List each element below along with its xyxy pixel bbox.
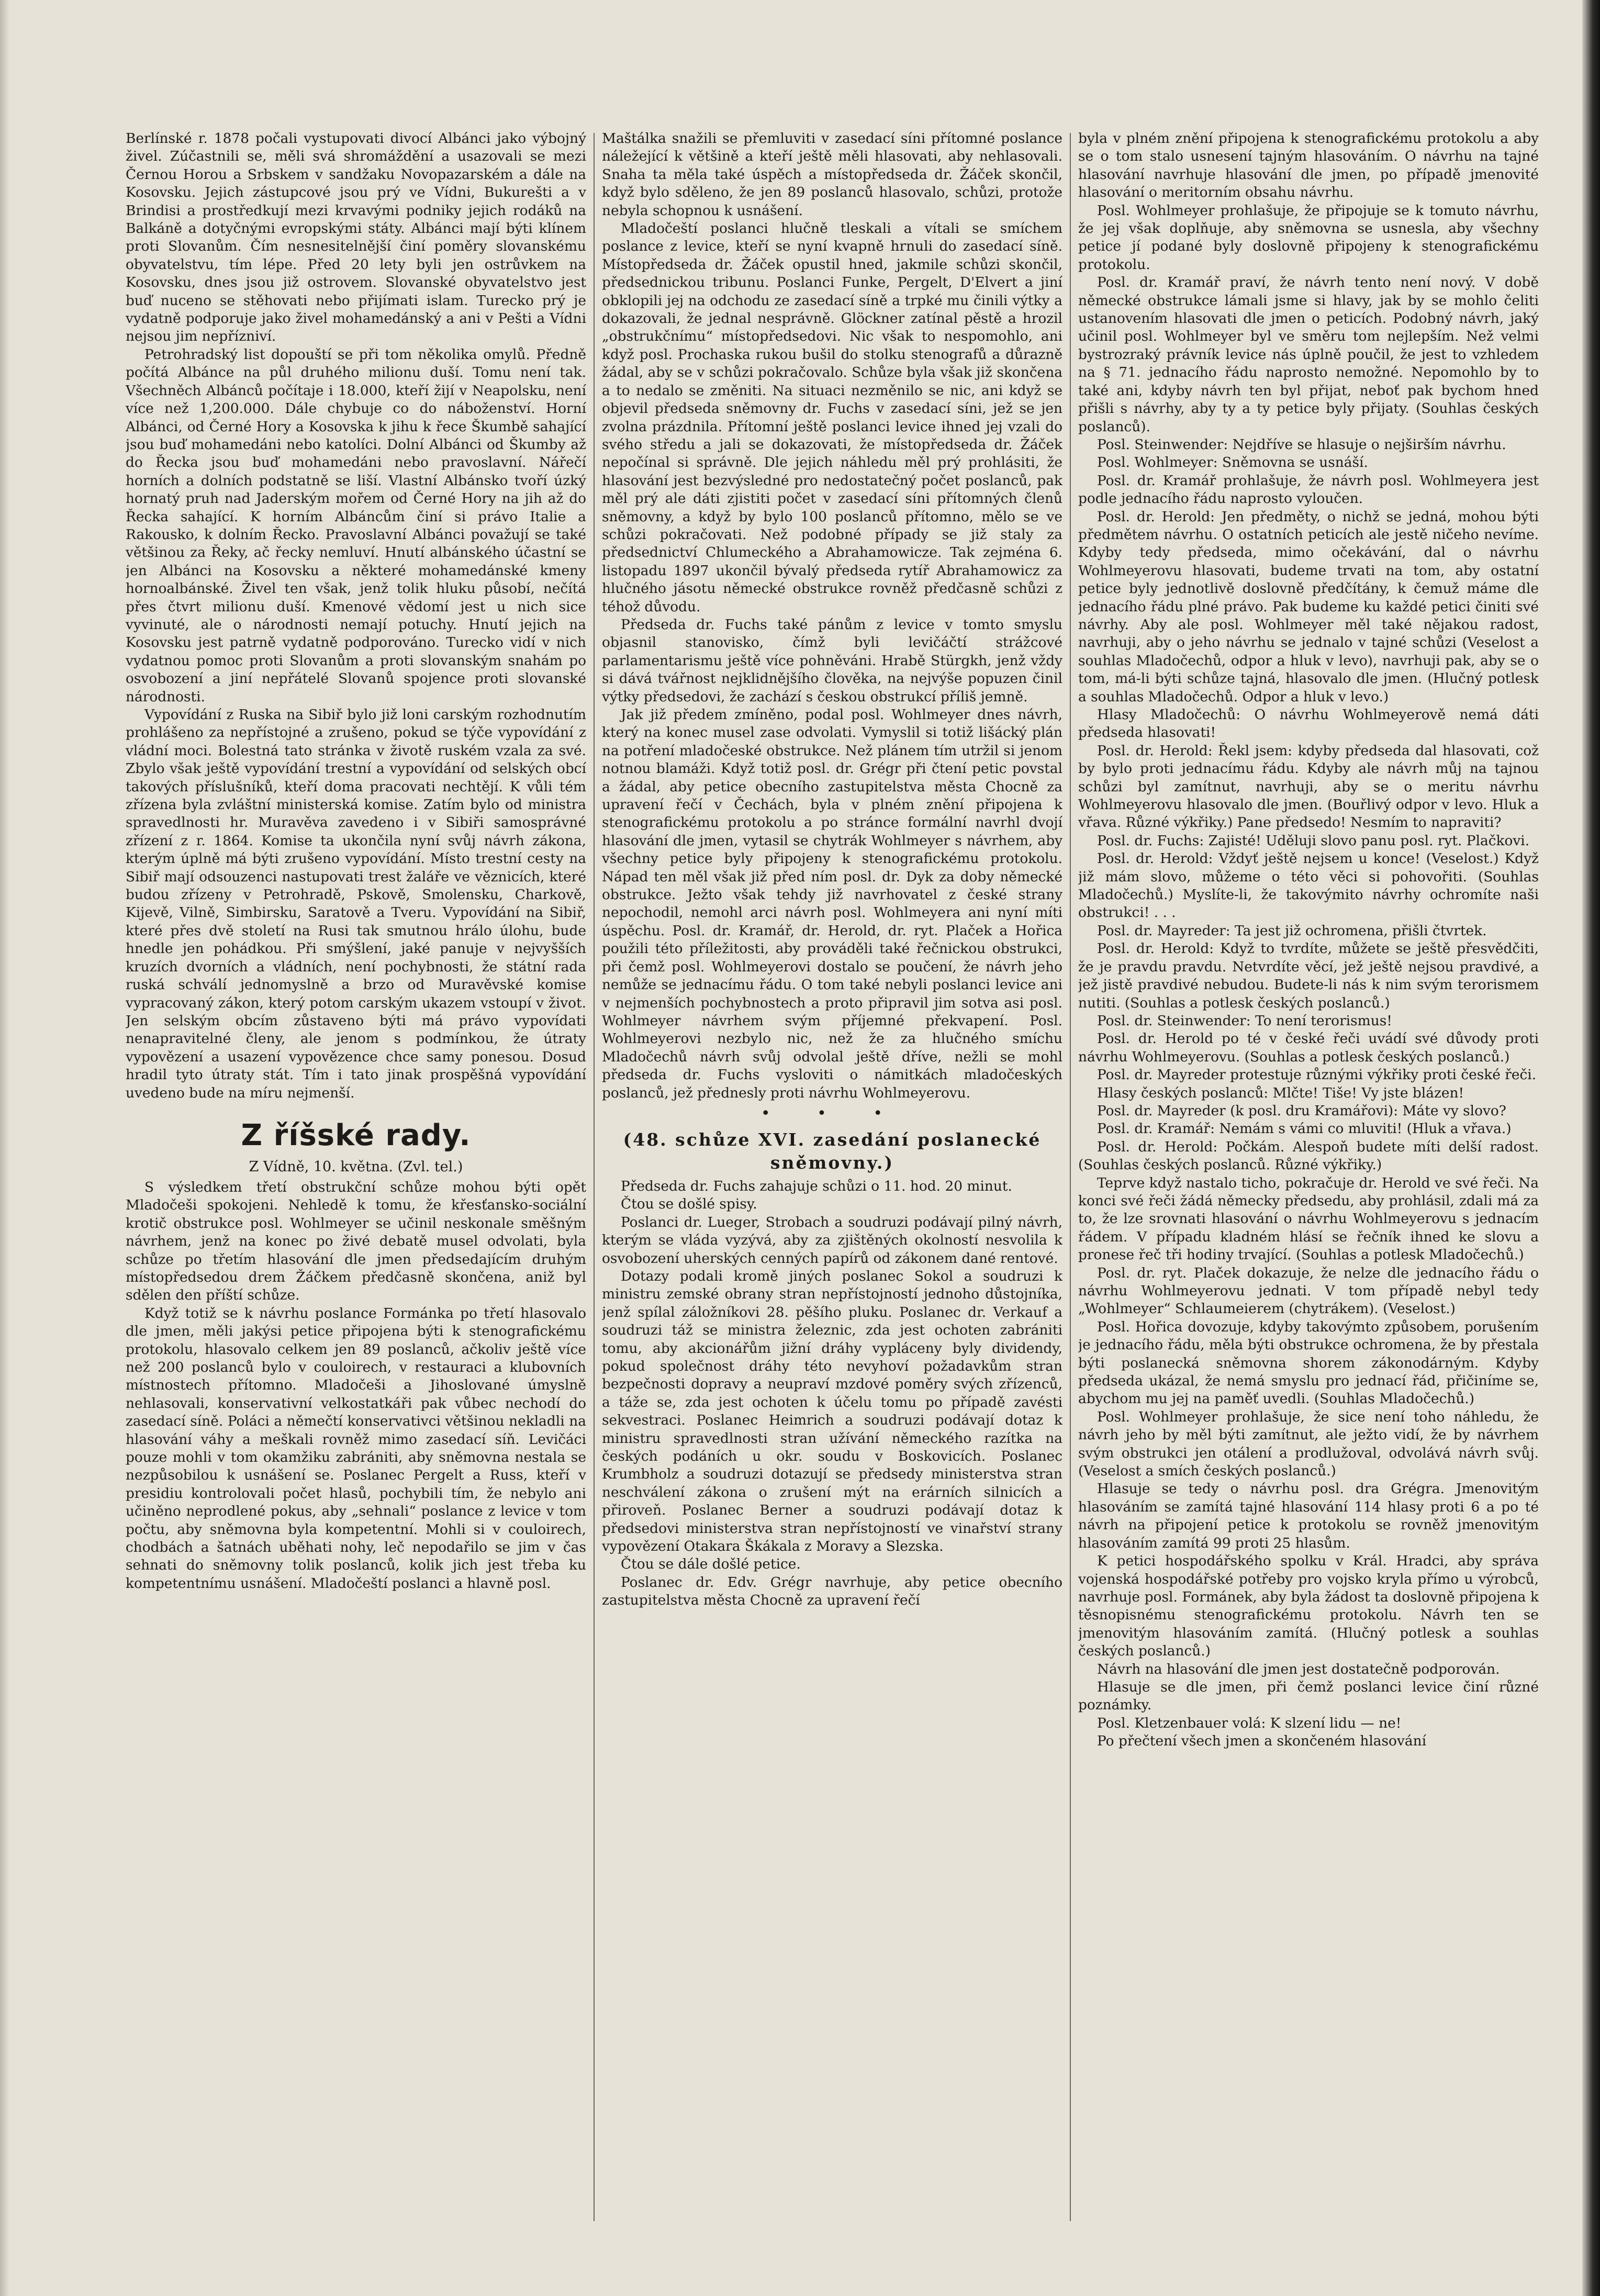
article-paragraph: Posl. dr. Mayreder: Ta jest již ochromena, přišli čtvrtek. <box>1097 922 1487 939</box>
article-paragraph: Posl. Steinwender: Nejdříve se hlasuje o nejširším návrhu. <box>1097 436 1506 453</box>
article-paragraph: Posl. dr. ryt. Plaček dokazuje, že nelze dle jednacího řádu o návrhu Wohlmeyerovu jednati. V tom případě nebyl tedy „Wohlmeyer“ Schlaumeierem (chytrákem). (Veselost.) <box>1078 1264 1539 1317</box>
separator: • • • <box>760 1104 904 1123</box>
article-paragraph: Poslanci dr. Lueger, Strobach a soudruzi podávají pilný návrh, kterým se vláda vyzývá, aby za zjištěných okolností nesvolila k osvobození uherských cenných papírů od zákonem dané rentové. <box>602 1214 1063 1267</box>
article-paragraph: Posl. dr. Kramář prohlašuje, že návrh posl. Wohlmeyera jest podle jednacího řádu naprosto vyloučen. <box>1078 472 1539 507</box>
article-paragraph: Posl. dr. Herold: Vždyť ještě nejsem u konce! (Veselost.) Když již mám slovo, můžeme o této věci si pohovořiti. (Souhlas Mladočechů.) Myslíte-li, že takovýmito návrhy ochromíte naši obstrukci! . . . <box>1078 850 1539 921</box>
article-paragraph: K petici hospodářského spolku v Král. Hradci, aby správa vojenská hospodářské potřeby pro vojsko kryla přímo u výrobců, navrhuje posl. Formánek, aby byla žádost ta doslovně připojena k těsnopisnému stenografickému protokolu. Návrh ten se jmenovitým hlasováním zamítá. (Hlučný potlesk a souhlas českých poslanců.) <box>1078 1553 1539 1660</box>
article-paragraph: Posl. Wohlmeyer: Sněmovna se usnáší. <box>1097 454 1368 471</box>
article-paragraph: Když totiž se k návrhu poslance Formánka po třetí hlasovalo dle jmen, měli jakýsi petice připojena býti k stenografickému protokolu, hlasovalo celkem jen 89 poslanců, ačkoliv ještě více než 200 poslanců bylo v couloirech, v restauraci a klubovních místnostech přítomno. Mladočeši a Jihoslované úmyslně nehlasovali, konservativní velkostatkáři pak vůbec nechodí do zasedací síně. Poláci a němečtí konservativci většinou nekladli na hlasování váhy a meškali rovněž mimo zasedací síň. Levičáci pouze mohli v tom okamžiku zabrániti, aby sněmovna nestala se nezpůsobilou k usnášení se. Poslanec Pergelt a Russ, kteří v presidiu kontrolovali počet hlasů, pochybili tím, že nebylo ani učiněno neprodlené pokus, aby „sehnali“ poslance z levice v tom počtu, aby sněmovna byla kompetentní. Mohli si v couloirech, chodbách a šatnách uběhati nohy, leč nepodařilo se jim v čas sehnati do sněmovny tolik poslanců, kolik jich jest třeba ku kompetentnímu usnášení. Mladočeští poslanci a hlavně posl. <box>126 1305 587 1592</box>
article-paragraph: Hlasuje se dle jmen, při čemž poslanci levice činí různé poznámky. <box>1078 1678 1539 1713</box>
article-paragraph: Teprve když nastalo ticho, pokračuje dr. Herold ve své řeči. Na konci své řeči žádá německy předsedu, aby prohlásil, zdali má za to, že lze srovnati hlasování o návrhu Wohlmeyerovu s jednacím řádem. V případu kladném hlásí se řečník ihned ke slovu a pronese řeč tři hodiny trvající. (Souhlas a potlesk Mladočechů.) <box>1078 1174 1539 1263</box>
article-paragraph: S výsledkem třetí obstrukční schůze mohou býti opět Mladočeši spokojeni. Nehledě k tomu, že křesťansko-sociální krotič obstrukce posl. Wohlmeyer se učinil neskonale směšným návrhem, jenž na konec po živé debatě musel odvolati, byla schůze po třetím hlasování dle jmen předsedajícím druhým místopředsedou drem Žáčkem předčasně skončena, aniž byl sdělen den příští schůze. <box>126 1179 587 1304</box>
article-paragraph: Čtou se dále došlé petice. <box>621 1556 801 1573</box>
article-paragraph: Maštálka snažili se přemluviti v zasedací síni přítomné poslance náležející k většině a kteří ještě měli hlasovati, aby nehlasovali. Snaha ta měla také úspěch a místopředseda dr. Žáček skončil, když bylo sděleno, že jen 89 poslanců hlasovalo, schůzi, protože nebyla schopnou k usnášení. <box>602 130 1063 219</box>
section-heading: Z říšské rady. <box>241 1118 471 1152</box>
article-paragraph: Posl. dr. Herold: Počkám. Alespoň budete míti delší radost. (Souhlas českých poslanců. Různé výkřiky.) <box>1078 1138 1539 1173</box>
article-paragraph: Posl. dr. Herold po té v české řeči uvádí své důvody proti návrhu Wohlmeyerovu. (Souhlas a potlesk českých poslanců.) <box>1078 1031 1539 1065</box>
column-rule <box>1070 133 1071 2221</box>
article-paragraph: Posl. dr. Herold: Když to tvrdíte, můžete se ještě přesvědčiti, že je pravdu pravdu. Netvrdíte věcí, jež ještě nejsou pravdivé, a jež jistě pravdivé nebudou. Budete-li nás k nim svým terorismem nutiti. (Souhlas a potlesk českých poslanců.) <box>1078 940 1539 1011</box>
session-heading: (48. schůze XVI. zasedání poslanecké sněmovny.) <box>623 1129 1042 1173</box>
scan-right-edge <box>1582 0 1600 2296</box>
article-paragraph: Hlasy Mladočechů: O návrhu Wohlmeyerově nemá dáti předseda hlasovati! <box>1078 707 1539 741</box>
column-left <box>126 130 586 2223</box>
article-paragraph: Předseda dr. Fuchs také pánům z levice v tomto smyslu objasnil stanovisko, čímž byli levičáčtí strážcové parlamentarismu ještě více pohněváni. Hrabě Stürgkh, jenž vždy si dává tvářnost nejklidnějšího člověka, na nejvýše popuzen činil výtky předsedovi, že zachází s českou obstrukcí příliš jemně. <box>602 616 1063 705</box>
article-paragraph: Posl. dr. Kramář praví, že návrh tento není nový. V době německé obstrukce lámali jsme si hlavy, jak by se mohlo čeliti ustanovením hlasovati dle jmen o peticích. Podobný návrh, jaký učinil posl. Wohlmeyer byl ve směru tom nejlepším. Než velmi bystrozraký právník levice nás úplně poučil, že jest to vzhledem na § 71. jednacího řádu naprosto nemožné. Nepomohlo by to také ani, kdyby návrh ten byl přijat, neboť pak bychom hned přišli s návrhy, aby ty a ty petice byly přijaty. (Souhlas českých poslanců). <box>1078 274 1539 435</box>
article-paragraph: Berlínské r. 1878 počali vystupovati divocí Albánci jako výbojný živel. Zúčastnili se, měli svá shromáždění a usazovali se mezi Černou Horou a Srbskem v sandžaku Novopazarském a dále na Kosovsku. Jejich zástupcové jsou prý ve Vídni, Bukurešti a v Brindisi a prostředkují mezi krvavými podniky jejich rodáků na Balkáně a dotyčnými evropskými státy. Albánci mají býti klínem proti Slovanům. Čím nesnesitelnější činí poměry slovanskému obyvatelstvu, tím lépe. Před 20 lety byli jen ostrůvkem na Kosovsku, dnes jsou již ostrovem. Slovanské obyvatelstvo jest buď nuceno se stěhovati nebo přijímati islam. Turecko prý je vydatně podporuje jako živel mohamedánský a ani v Pešti a Vídni nejsou jim nepřízniví. <box>126 130 587 345</box>
scan-left-edge <box>0 0 9 2296</box>
article-paragraph: byla v plném znění připojena k stenografickému protokolu a aby se o tom stalo usnesení tajným hlasováním. O návrhu na tajné hlasování navrhuje hlasování dle jmen, po případě jmenovité hlasování o meritorním obsahu návrhu. <box>1078 130 1539 201</box>
column-middle <box>602 130 1062 2223</box>
article-paragraph: Posl. Wohlmeyer prohlašuje, že připojuje se k tomuto návrhu, že jej však doplňuje, aby sněmovna se usnesla, aby všechny petice jí podané byly doslovně připojeny k stenografickému protokolu. <box>1078 202 1539 273</box>
article-paragraph: Posl. dr. Herold: Jen předměty, o nichž se jedná, mohou býti předmětem návrhu. O ostatních peticích ale jestě ničeho nevíme. Kdyby tedy předseda, mimo očekávání, dal o návrhu Wohlmeyerovu hlasovati, budeme trvati na tom, aby ostatní petice byly jednotlivě doslovně předčítány, k čemuž máme dle jednacího řádu plné právo. Pak budeme ku každé petici činiti své návrhy. Aby ale posl. Wohlmeyer měl také nějakou radost, navrhuji, aby o jeho návrhu se jednalo v tajné schůzi (Veselost a souhlas Mladočechů, odpor a hluk v levo), navrhuji pak, aby se o tom, má-li býti schůze tajná, hlasovalo dle jmen. (Hlučný potlesk a souhlas Mladočechů. Odpor a hluk v levo.) <box>1078 508 1539 705</box>
article-paragraph: Hlasy českých poslanců: Mlčte! Tiše! Vy jste blázen! <box>1097 1084 1464 1101</box>
article-paragraph: Petrohradský list dopouští se při tom několika omylů. Předně počítá Albánce na půl druhého milionu duší. Tomu není tak. Všechněch Albánců počítaje i 18.000, kteří žijí v Neapolsku, není více než 1,200.000. Dále chybuje co do náboženství. Horní Albánci, od Černé Hory a Kosovska k jihu k řece Škumbě sahající jsou buď mohamedáni nebo katolíci. Dolní Albánci od Škumby až do Řecka jsou buď mohamedáni nebo pravoslavní. Nářečí horních a dolních podstatně se liší. Vlastní Albánsko tvoří úzký hornatý pruh nad Jaderským mořem od Černé Hory na jih až do Řecka sahající. K horním Albáncům činí si právo Italie a Rakousko, k dolním Řecko. Pravoslavní Albánci považují se také většinou za Řeky, ač řecky nemluví. Hnutí albánského účastní se jen Albánci na Kosovsku a některé mohamedánské kmeny hornoalbánské. Živel ten však, jenž tolik hluku působí, nečítá přes čtvrt milionu duší. Kmenové vědomí jest u nich sice vyvinuté, ale o národnosti nemají potuchy. Hnutí jejich na Kosovsku jest patrně vydatně podporováno. Turecko vidí v nich vydatnou pomoc proti Slovanům a proti slovanským snahám po osvobození a jiní nepřátelé Slovanů spojence proti slovanské národnosti. <box>126 346 587 705</box>
article-paragraph: Posl. dr. Fuchs: Zajisté! Uděluji slovo panu posl. ryt. Plačkovi. <box>1097 832 1530 849</box>
newspaper-page <box>126 130 1539 2223</box>
article-paragraph: Posl. dr. Herold: Řekl jsem: kdyby předseda dal hlasovati, což by bylo proti jednacímu řádu. Kdyby ale návrh můj na tajnou schůzi byl zamítnut, navrhuji, aby se o meritu návrhu Wohlmeyerovu hlasovalo dle jmen. (Bouřlivý odpor v levo. Hluk a vřava. Různé výkřiky.) Pane předsedo! Nesmím to napraviti? <box>1078 742 1539 831</box>
column-rule <box>594 133 595 2221</box>
article-paragraph: Jak již předem zmíněno, podal posl. Wohlmeyer dnes návrh, který na konec musel zase odvolati. Vymyslil si totiž lišácký plán na potření mladočeské obstrukce. Než plánem tím utržil si jenom notnou blamáži. Když totiž posl. dr. Grégr při čtení petic povstal a žádal, aby petice obecního zastupitelstva města Chocně za upravení řečí v Čechách, byla v plném znění připojena k stenografickému protokolu a po stránce formální navrhl dvojí hlasování dle jmen, vytasil se chytrák Wohlmeyer s návrhem, aby všechny petice byly připojeny k stenografickému protokolu. Nápad ten měl však již před ním posl. dr. Dyk za doby německé obstrukce. Ježto však tehdy již navrhovatel z české strany nepochodil, nemohl arci návrh posl. Wohlmeyera ani nyní míti úspěchu. Posl. dr. Kramář, dr. Herold, dr. ryt. Plaček a Hořica použili této příležitosti, aby prováděli také řečnickou obstrukci, při čemž posl. Wohlmeyerovi dostalo se poučení, že návrh jeho nemůže se jednacímu řádu. O tom také nebyli poslanci levice ani v nejmenších pochybnostech a proto připravil jim sotva asi posl. Wohlmeyer návrhem svým příjemné překvapení. Posl. Wohlmeyerovi nezbylo nic, než že za hlučného smíchu Mladočechů návrh svůj odvolal ještě dříve, nežli se mohl předseda dr. Fuchs vysloviti o námitkách mladočeských poslanců, jež přednesly proti návrhu Wohlmeyerovu. <box>602 707 1063 1101</box>
article-paragraph: Posl. Wohlmeyer prohlašuje, že sice není toho náhledu, že návrh jeho by měl býti zamítnut, ale ježto vidí, že by návrhem svým obstrukci jen otálení a prodlužoval, odvolává návrh svůj. (Veselost a smích českých poslanců.) <box>1078 1408 1539 1480</box>
article-paragraph: Posl. dr. Mayreder (k posl. dru Kramářovi): Máte vy slovo? <box>1097 1102 1506 1119</box>
article-paragraph: Hlasuje se tedy o návrhu posl. dra Grégra. Jmenovitým hlasováním se zamítá tajné hlasování 114 hlasy proti 6 a po té návrh na připojení petice k protokolu se rovněž jmenovitým hlasováním zamítá 99 proti 25 hlasům. <box>1078 1481 1539 1551</box>
article-paragraph: Předseda dr. Fuchs zahajuje schůzi o 11. hod. 20 minut. <box>621 1178 1012 1194</box>
article-paragraph: Posl. dr. Mayreder protestuje různými výkřiky proti české řeči. <box>1097 1067 1537 1083</box>
column-right <box>1078 130 1539 2223</box>
dateline: Z Vídně, 10. května. (Zvl. tel.) <box>249 1158 463 1175</box>
article-paragraph: Čtou se došlé spisy. <box>621 1196 757 1213</box>
article-paragraph: Vypovídání z Ruska na Sibiř bylo již loni carským rozhodnutím prohlášeno za nepřístojné a zrušeno, pokud se týče vypovídání z vládní moci. Bolestná tato stránka v životě ruském vzala za své. Zbylo však ještě vypovídání trestní a vypovídání od selských obcí takových příslušníků, kteří doma pracovati nechtějí. K vůli tém zřízena byla zvláštní ministerská komise. Zatím bylo od ministra spravedlnosti hr. Muravěva zavedeno i v Sibiři samosprávné zřízení z r. 1864. Komise ta ukončila nyní svůj návrh zákona, kterým úplně má býti zrušeno vypovídání. Místo trestní cesty na Sibiř mají odsouzenci nastupovati trest žaláře ve věznicích, které budou zřízeny v Petrohradě, Pskově, Smolensku, Charkově, Kijevě, Vilně, Simbirsku, Saratově a Tveru. Vypovídání na Sibiř, které přes dvě století na Rusi tak smutnou hrálo úlohu, bude hnedle jen pohádkou. Při smýšlení, jaké panuje v nejvyšších kruzích dvorních a vládních, není pochybnosti, že státní rada ruská schválí jednomyslně a brzo od Muravěvské komise vypracovaný zákon, který potom carským ukazem vstoupí v život. Jen selským obcím zůstaveno býti má právo vypovídati nenapravitelné členy, ale jenom s podmínkou, že útraty vypovězení a usazení vypovězence chce samy ponesou. Dosud hradil tyto útraty stát. Tím i tato jinak prospěšná vypovídání uvedeno bude na míru nejmenší. <box>126 707 587 1101</box>
article-paragraph: Posl. Kletzenbauer volá: K slzení lidu — ne! <box>1097 1715 1402 1731</box>
article-paragraph: Mladočeští poslanci hlučně tleskali a vítali se smíchem poslance z levice, kteří se nyní kvapně hrnuli do zasedací síně. Místopředseda dr. Žáček opustil hned, jakmile schůzi skončil, předsednickou tribunu. Poslanci Funke, Pergelt, D'Elvert a jiní obklopili jej na odchodu ze zasedací síně a trpké mu činili výtky a dokazovali, že jednal nesprávně. Glöckner zatínal pěstě a hrozil „obstrukčnímu“ místopředsedovi. Nic však to nespomohlo, ani když posl. Prochaska rukou bušil do stolku stenografů a důrazně žádal, aby se v schůzi pokračovalo. Schůze byla však již skončena a to nedalo se změniti. Na situaci nezměnilo se nic, ani když se objevil předseda sněmovny dr. Fuchs v zasedací síni, jež se jen zvolna prázdnila. Přítomní ještě poslanci levice ihned jej vzali do svého středu a jali se dokazovati, že místopředseda dr. Žáček nepočínal si správně. Dle jejich náhledu měl prý prohlásiti, že hlasování jest bezvýsledné pro nedostatečný počet poslanců, pak měl prý ale dáti zjistiti počet v zasedací síni přítomných členů sněmovny, a když by bylo 100 poslanců přítomno, mělo se ve schůzi pokračovati. Než podobné případy se již staly za předsednictví Chlumeckého a Abrahamowicze. Tak zejména 6. listopadu 1897 ukončil bývalý předseda rytíř Abrahamowicz za hlučného jásotu německé obstrukce rovněž předčasně schůzi z téhož důvodu. <box>602 220 1063 615</box>
article-paragraph: Dotazy podali kromě jiných poslanec Sokol a soudruzi k ministru zemské obrany stran nepřístojností jednoho důstojníka, jenž spílal záložníkovi 28. pěšího pluku. Poslanec dr. Verkauf a soudruzi táž se ministra železnic, zda jest ochoten zabrániti tomu, aby akcionářům jižní dráhy vypláceny byly dividendy, pokud společnost dráhy této nevyhoví požadavkům stran bezpečnosti dopravy a neupraví mzdové poměry svých zřízenců, a táže se, zda jest ochoten k účelu tomu po případě zavésti sekvestraci. Poslanec Heimrich a soudruzi podávají dotaz k ministru spravedlnosti stran užívání německého razítka na českých podáních u okr. soudu v Boskovicích. Poslanec Krumbholz a soudruzi dotazují se předsedy ministerstva stran neschválení zákona o zrušení mýt na erárních silnicích a přiroveň. Poslanec Berner a soudruzi podávají dotaz k předsedovi ministerstva stran nepřístojností ve vinařství strany vypovězení Otakara Škákala z Moravy a Slezska. <box>602 1268 1063 1555</box>
article-paragraph: Poslanec dr. Edv. Grégr navrhuje, aby petice obecního zastupitelstva města Chocně za upravení řečí <box>602 1574 1063 1609</box>
article-paragraph: Návrh na hlasování dle jmen jest dostatečně podporován. <box>1097 1661 1500 1677</box>
article-paragraph: Po přečtení všech jmen a skončeném hlasování <box>1097 1733 1427 1750</box>
article-paragraph: Posl. dr. Steinwender: To není terorismus! <box>1097 1012 1392 1029</box>
article-paragraph: Posl. Hořica dovozuje, kdyby takovýmto způsobem, porušením je jednacího řádu, měla býti obstrukce ochromena, že by přestala býti poslanecká sněmovna shorem zákonodárným. Kdyby předseda ukázal, že nemá smyslu pro jednací řád, přičiníme se, abychom mu jej na paměť uvedli. (Souhlas Mladočechů.) <box>1078 1318 1539 1407</box>
article-paragraph: Posl. dr. Kramář: Nemám s vámi co mluviti! (Hluk a vřava.) <box>1097 1121 1512 1137</box>
